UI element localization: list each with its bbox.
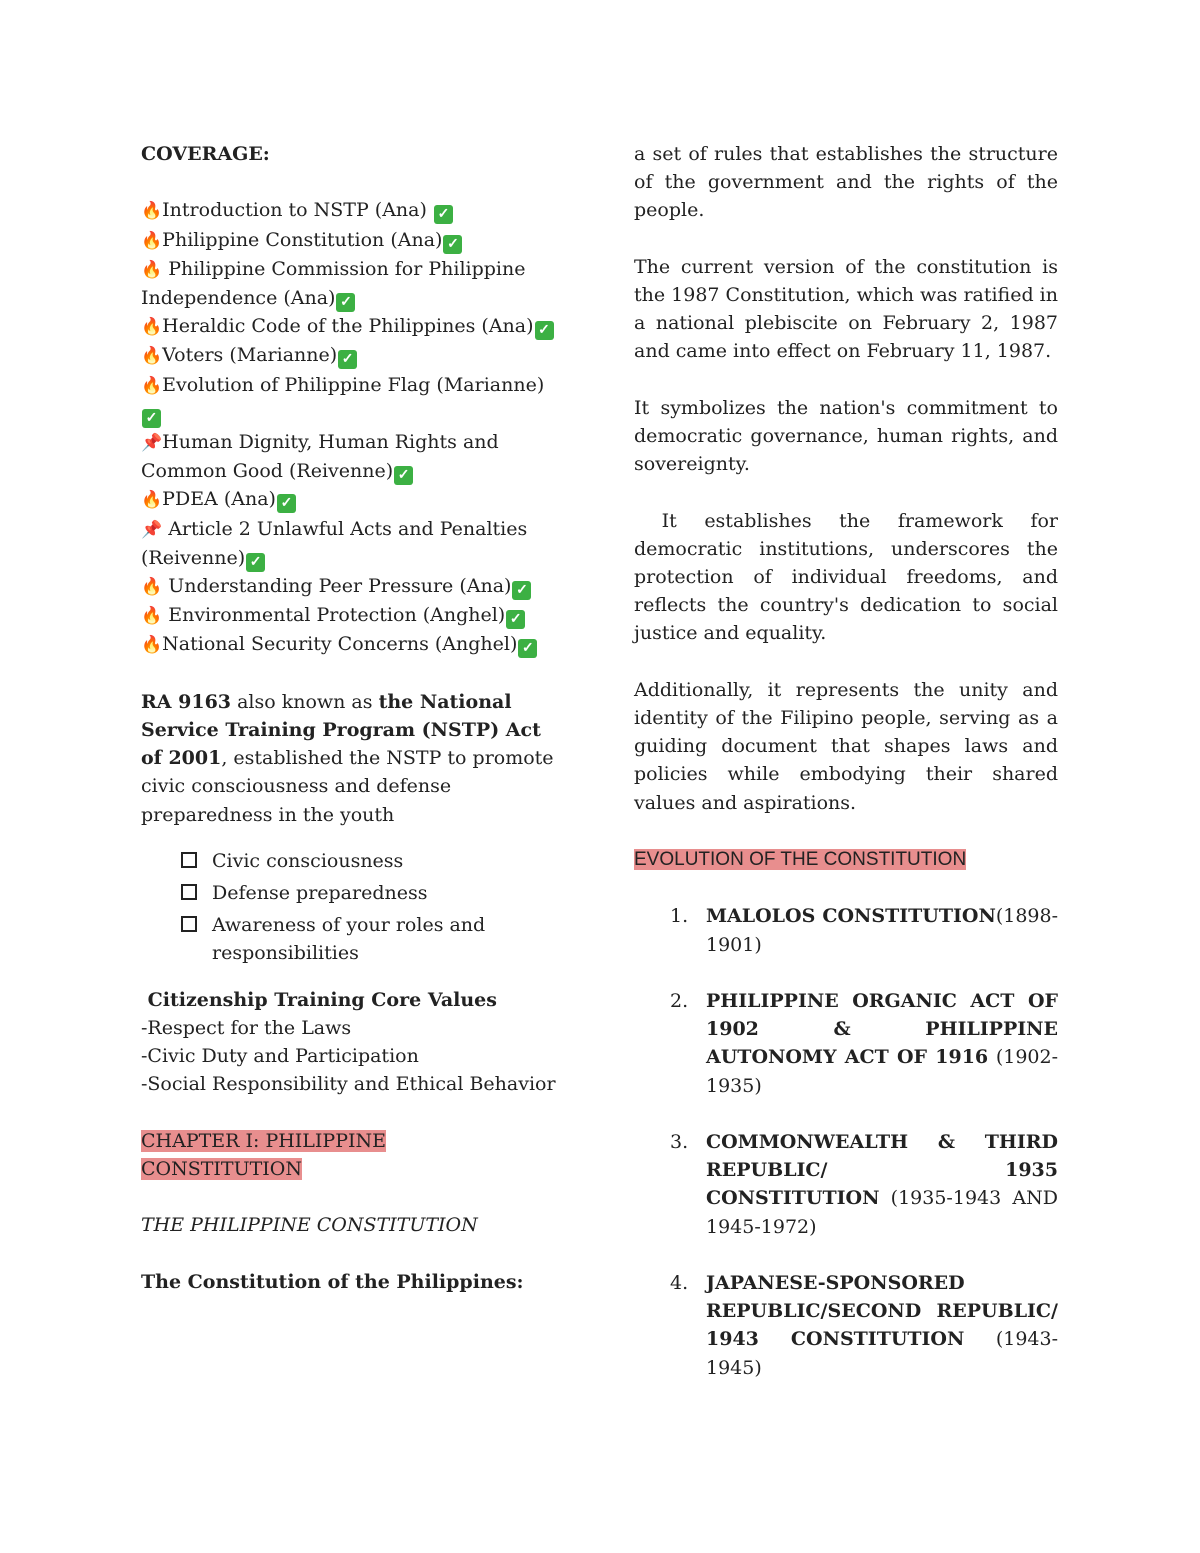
evolution-title: MALOLOS CONSTITUTION [706,905,996,928]
fire-icon: 🔥 [141,375,163,396]
coverage-item-label: Understanding Peer Pressure (Ana) [162,575,512,598]
ra-paragraph [141,688,561,829]
section-subtitle: THE PHILIPPINE CONSTITUTION [141,1214,478,1237]
checklist-label: Civic consciousness [212,849,404,872]
checkbox-icon[interactable] [181,884,197,900]
right-column [634,140,1065,1410]
core-value-item: -Social Responsibility and Ethical Behavior [141,1073,556,1096]
check-mark-icon: ✓ [277,494,296,513]
framework-paragraph: It establishes the framework for democratic institutions, underscores the protection of individual freedoms, and reflects the country's dedication to social justice and equality. [634,509,1065,645]
evolution-item [634,902,1058,958]
coverage-item-label: Evolution of Philippine Flag (Marianne) [162,373,545,396]
check-mark-icon: ✓ [518,639,537,658]
check-mark-icon: ✓ [434,205,453,224]
evolution-item [634,987,1058,1100]
ra-text-1: also known as [231,690,379,713]
coverage-item [141,601,561,630]
evolution-number: 1. [670,905,689,928]
evolution-number: 2. [670,989,689,1012]
coverage-item-label: Voters (Marianne) [162,344,338,367]
coverage-item [141,515,561,572]
coverage-item [141,196,561,225]
fire-icon: 🔥 [141,346,163,367]
checklist-label: Awareness of your roles and responsibilities [212,914,486,965]
coverage-item-label: PDEA (Ana) [162,488,276,511]
checklist-item[interactable] [181,879,561,907]
evolution-title: JAPANESE-SPONSORED REPUBLIC/SECOND REPUBLIC/ 1943 CONSTITUTION [706,1271,1058,1351]
checkbox-icon[interactable] [181,916,197,932]
coverage-item [141,255,561,312]
coverage-item-label: Human Dignity, Human Rights and Common Good (Reivenne) [141,431,505,483]
core-value-item: -Respect for the Laws [141,1016,352,1039]
ra-number: RA 9163 [141,690,232,713]
check-mark-icon: ✓ [394,466,413,485]
evolution-heading: EVOLUTION OF THE CONSTITUTION [634,849,967,870]
fire-icon: 🔥 [141,635,163,656]
ra-act-name: the National Service Training Program (NSTP) Act of 2001 [141,690,541,770]
check-mark-icon: ✓ [142,409,161,428]
evolution-list [634,902,1058,1381]
coverage-item [141,428,561,485]
coverage-item [141,371,561,428]
coverage-item-label: Environmental Protection (Anghel) [162,604,506,627]
fire-icon: 🔥 [141,577,163,598]
checklist [181,847,561,968]
coverage-item-label: Article 2 Unlawful Acts and Penalties (Reivenne) [141,517,534,569]
pin-icon: 📌 [141,433,163,454]
fire-icon: 🔥 [141,606,163,627]
check-mark-icon: ✓ [336,293,355,312]
coverage-item-label: Introduction to NSTP (Ana) [162,199,433,222]
evolution-item [634,1269,1058,1382]
evolution-title: COMMONWEALTH & THIRD REPUBLIC/ 1935 CONSTITUTION [706,1130,1058,1210]
coverage-item [141,341,561,370]
evolution-years: (1902-1935) [706,1046,1059,1097]
check-mark-icon: ✓ [338,350,357,369]
check-mark-icon: ✓ [535,321,554,340]
coverage-item-label: National Security Concerns (Anghel) [162,633,518,656]
pin-icon: 📌 [141,519,163,540]
evolution-years: (1935-1943 AND 1945-1972) [706,1187,1058,1238]
checklist-item[interactable] [181,847,561,875]
coverage-item [141,630,561,659]
fire-icon: 🔥 [141,201,163,222]
definition-paragraph: a set of rules that establishes the structure of the government and the rights of the people. [634,143,1058,222]
checkbox-icon[interactable] [181,852,197,868]
fire-icon: 🔥 [141,259,163,280]
coverage-item [141,312,561,341]
core-values-heading: Citizenship Training Core Values [141,988,497,1011]
evolution-years: (1943-1945) [706,1328,1058,1379]
check-mark-icon: ✓ [443,235,462,254]
fire-icon: 🔥 [141,230,163,251]
evolution-title: PHILIPPINE ORGANIC ACT OF 1902 & PHILIPPINE AUTONOMY ACT OF 1916 [706,989,1058,1069]
coverage-item [141,226,561,255]
evolution-item [634,1128,1058,1241]
coverage-item-label: Philippine Commission for Philippine Independence (Ana) [141,257,532,309]
checklist-label: Defense preparedness [212,882,428,905]
check-mark-icon: ✓ [246,553,265,572]
coverage-item [141,572,561,601]
checklist-item[interactable] [181,911,561,967]
check-mark-icon: ✓ [512,581,531,600]
left-column [141,140,561,1296]
coverage-item-label: Heraldic Code of the Philippines (Ana) [162,315,534,338]
ra-text-2: , established the NSTP to promote civic consciousness and defense preparedness in the youth [141,747,554,826]
symbolizes-paragraph: It symbolizes the nation's commitment to democratic governance, human rights, and sovereignty. [634,396,1058,476]
core-value-item: -Civic Duty and Participation [141,1045,419,1068]
evolution-number: 4. [670,1271,689,1294]
chapter-heading-line1: CHAPTER I: PHILIPPINE [141,1129,386,1152]
unity-paragraph: Additionally, it represents the unity and identity of the Filipino people, serving as a guiding document that shapes laws and policies while embodying their shared values and aspirations. [634,678,1058,814]
evolution-number: 3. [670,1130,689,1153]
fire-icon: 🔥 [141,317,163,338]
evolution-years: (1898-1901) [706,905,1058,956]
coverage-item [141,485,561,514]
fire-icon: 🔥 [141,490,163,511]
chapter-heading-line2: CONSTITUTION [141,1157,302,1180]
coverage-heading: COVERAGE: [141,143,270,165]
current-version-paragraph: The current version of the constitution is the 1987 Constitution, which was ratified in a national plebiscite on February 2, 1987 and came into effect on February 11, 1987. [634,255,1058,363]
constitution-label: The Constitution of the Philippines: [141,1270,524,1293]
check-mark-icon: ✓ [506,610,525,629]
coverage-item-label: Philippine Constitution (Ana) [162,228,443,251]
coverage-list [141,196,561,659]
